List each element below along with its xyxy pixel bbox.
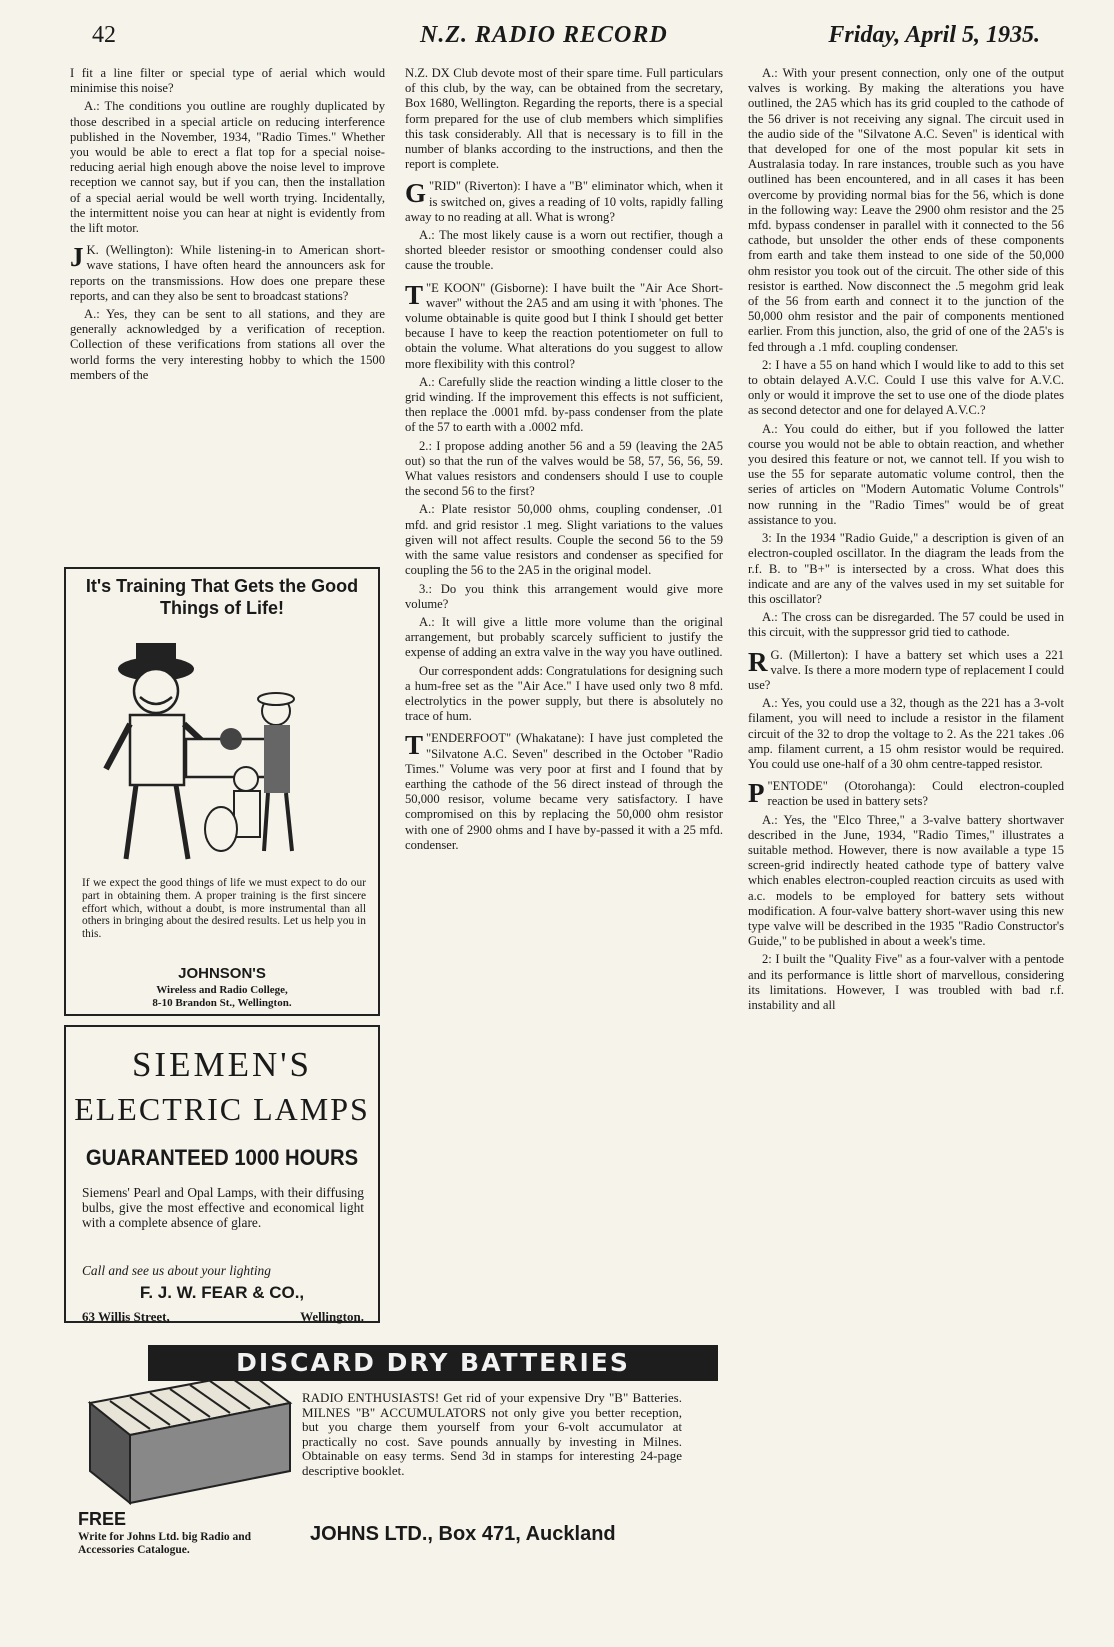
page-header xyxy=(60,20,1040,54)
reader-question: T "E KOON" (Gisborne): I have built the "Air Ace Short-waver" without the 2A5 and am using it with 'phones. The volume obtainable is quite good but I think I should get better because I have to keep the reaction potentiometer on full to obtain the volume. What alterations do you suggest to allow more flexibility with this control? xyxy=(405,279,723,371)
reader-question: P "ENTODE" (Otorohanga): Could electron-coupled reaction be used in battery sets? xyxy=(748,778,1064,809)
ad-body-text: RADIO ENTHUSIASTS! Get rid of your expensive Dry "B" Batteries. MILNES "B" ACCUMULATORS not only give you better reception, but you charge them yourself from your 6-volt accumulator at practically no cost. Save pounds annually by investing in Milnes. Obtainable on easy terms. Send 3d in stamps for interesting 24-page descriptive booklet. xyxy=(302,1390,682,1478)
reader-question: G "RID" (Riverton): I have a "B" eliminator which, when it is switched on, gives a reading of 10 volts, rapidly falling away to no reading at all. What is wrong? xyxy=(405,178,723,224)
ad-company: JOHNS LTD., Box 471, Auckland xyxy=(310,1523,616,1545)
ad-brand: SIEMEN'S xyxy=(131,1045,313,1084)
publication-title: N.Z. RADIO RECORD xyxy=(420,22,668,48)
drop-cap: G xyxy=(405,178,427,209)
column-1 xyxy=(70,66,385,386)
ad-headline: It's Training That Gets the Good Things of Life! xyxy=(85,576,359,618)
reader-question: 2.: I propose adding another 56 and a 59 (leaving the 2A5 out) so that the run of the valves would be 58, 57, 56, 56, 59. What values resistors and condensers should I use to couple the second 56 to the first? xyxy=(405,438,723,499)
issue-date: Friday, April 5, 1935. xyxy=(828,22,1040,48)
answer-paragraph: A.: With your present connection, only one of the output valves is working. By making the alterations you have outlined, the 2A5 which has its grid coupled to the cathode of the 56 driver is not receiving any signal. The circuit used in the audio side of the "Silvatone A.C. Seven" is identical with that developed for one of the most popular kit sets in Australasia today. In rare instances, trouble such as you have outlined has been encountered, and in all cases it has been overcome by providing normal bias for the 56, which is done in the following way: Leave the 2900 ohm resistor and the 25 mfd. bypass condenser in parallel with it connected to the 56 cathode, but unsolder the other ends of these components from earth and take them instead to one side of the 50,000 ohm resistor you took out of the circuit. The other side of this resistor is earthed. Now disconnect the .5 megohm grid leak of the 56 from earth and connect it to the junction of the 50,000 ohm resistor and the pair of components mentioned earlier. From this junction, also, the grid of one of the 2A5's is fed through a .1 mfd. coupling condenser. xyxy=(748,66,1064,354)
column-2 xyxy=(405,66,723,856)
reader-question: T "ENDERFOOT" (Whakatane): I have just completed the "Silvatone A.C. Seven" described in the October "Radio Times." Volume was very poor at first and I found that by earthing the cathode of the 56 direct instead of through the 50,000 resisor, volume became very satisfactory. I have compromised on this by replacing the 50,000 ohm resistor with one of 2900 ohms and I have by-passed it with a 25 mfd. condenser. xyxy=(405,730,723,852)
drop-cap: R xyxy=(748,646,768,677)
ad-body-text: Siemens' Pearl and Opal Lamps, with their diffusing bulbs, give the most effective and economical light with a complete absence of glare. xyxy=(82,1185,364,1231)
reader-question: 3: In the 1934 "Radio Guide," a description is given of an electron-coupled oscillator. In the diagram the leads from the r.f. B. to "B+" is intersected by a cross. What does this indicate and are any of the valves used in my set suitable for this oscillator? xyxy=(748,531,1064,606)
ad-guarantee: GUARANTEED 1000 HOURS xyxy=(85,1145,359,1170)
johns-batteries-ad xyxy=(64,1343,686,1633)
answer-paragraph: A.: Yes, they can be sent to all stations, and they are generally acknowledged by a verification of reception. Collection of these verifications from stations all over the world forms the very interesting hobby to which the 1500 members of the xyxy=(70,307,385,382)
reader-question: J K. (Wellington): While listening-in to American short-wave stations, I have often heard the announcers ask for reports on the transmissions. How does one prepare these reports, and can they also be sent to broadcast stations? xyxy=(70,242,385,303)
ad-banner: DISCARD DRY BATTERIES xyxy=(148,1345,718,1381)
drop-cap: P xyxy=(748,778,765,809)
ad-company: F. J. W. FEAR & CO., xyxy=(139,1283,305,1302)
answer-paragraph: A.: Carefully slide the reaction winding a little closer to the grid winding. If the improvement this effects is not sufficient, then replace the .0001 mfd. by-pass condenser from the plate of the 57 to earth with a .0002 mfd. xyxy=(405,374,723,435)
siemens-lamps-ad: SIEMEN'S ELECTRIC LAMPS GUARANTEED 1000 HOURS Siemens' Pearl and Opal Lamps, with their diffusing bulbs, give the most effective and economical light with a complete absence of glare. Call and see us about your lighting F. J. W. FEAR & CO., 63 Willis Street, Wellington. xyxy=(64,1025,380,1323)
ad-body-text: If we expect the good things of life we must expect to do our part in obtaining them. A proper training is the first sincere effort which, without a doubt, is more instrumental than all others in bringing about the desired results. Let us help you in this. xyxy=(82,877,366,941)
article-paragraph: Our correspondent adds: Congratulations for designing such a hum-free set as the "Air Ace." I have used only two 8 mfd. electrolytics in the power supply, but there is absolutely no trace of hum. xyxy=(405,663,723,724)
drop-cap: J xyxy=(70,242,84,273)
answer-paragraph: A.: Plate resistor 50,000 ohms, coupling condenser, .01 mfd. and grid resistor .1 meg. Slight variations to the values given will not affect results. Couple the second 56 to the 59 with the same value resistors and condenser as specified for coupling the 56 to the 2A5 in the original model. xyxy=(405,502,723,578)
reader-question: 2: I have a 55 on hand which I would like to add to this set to obtain delayed A.V.C. Could I use this valve for A.V.C. only or would it improve the set to use one of the diode plates as second detector and one for delayed A.V.C.? xyxy=(748,357,1064,418)
reader-question: R G. (Millerton): I have a battery set which uses a 221 valve. Is there a more modern type of replacement I could use? xyxy=(748,646,1064,692)
answer-paragraph: A.: Yes, you could use a 32, though as the 221 has a 3-volt filament, you will need to include a resistor in the filament circuit of the 32 to drop the voltage to 2. As the 221 takes .06 amp. filament current, a 15 ohm resistor would be required. You could use one-half of a 30 ohm centre-tapped resistor. xyxy=(748,696,1064,771)
page-number: 42 xyxy=(92,22,116,48)
drop-cap: T xyxy=(405,730,424,761)
column-3 xyxy=(748,66,1064,1366)
ad-company: JOHNSON'S xyxy=(178,965,266,982)
ad-free-label: FREE xyxy=(78,1509,127,1529)
answer-paragraph: A.: The cross can be disregarded. The 57 could be used in this circuit, with the suppressor grid tied to cathode. xyxy=(748,610,1064,640)
article-paragraph: A.: The conditions you outline are roughly duplicated by those described in a special article on reducing interference published in the November, 1934, "Radio Times." Whether you would be able to erect a flat top for a special noise-reducing aerial high enough above the noise level to improve reception we cannot say, but if you can, then the installation of a special aerial would be well worth trying. Incidentally, the intermittent noise you can hear at night is evidently from the lift motor. xyxy=(70,99,385,236)
ad-address: Wireless and Radio College, 8-10 Brandon St., Wellington. xyxy=(152,984,292,1009)
answer-paragraph: A.: The most likely cause is a worn out rectifier, though a shorted bleeder resistor or smoothing condenser could also cause the trouble. xyxy=(405,228,723,273)
article-paragraph: I fit a line filter or special type of aerial which would minimise this noise? xyxy=(70,66,385,96)
ad-fine-print: Write for Johns Ltd. big Radio and Accessories Catalogue. xyxy=(78,1531,252,1556)
answer-paragraph: A.: You could do either, but if you followed the latter course you would not be able to obtain reaction, and whether you desired this feature or not, we cannot tell. If you wish to use the 55 for separate automatic volume control, then the series of articles on "Modern Automatic Volume Controls" now running in the "Radio Times" would be of great assistance to you. xyxy=(748,421,1064,527)
cartoon-illustration xyxy=(96,629,346,869)
answer-paragraph: A.: It will give a little more volume than the original arrangement, but probably scarcely sufficient to justify the expense of adding an extra valve in the way you have outlined. xyxy=(405,614,723,660)
ad-call-to-action: Call and see us about your lighting xyxy=(82,1263,271,1278)
reader-question: 2: I built the "Quality Five" as a four-valver with a pentode and its performance is little short of marvellous, considering its limitations. However, I was troubled with bad r.f. instability and all xyxy=(748,952,1064,1012)
article-paragraph: N.Z. DX Club devote most of their spare time. Full particulars of this club, by the way, can be obtained from the secretary, Box 1680, Wellington. Regarding the reports, there is a special form prepared for the use of club members which simplifies this task considerably. All that is necessary is to fill in the number of blanks according to the instructions, and then the report is complete. xyxy=(405,66,723,172)
answer-paragraph: A.: Yes, the "Elco Three," a 3-valve battery shortwaver described in the June, 1934, "Radio Times," illustrates a suitable method. However, there is now available a type 15 screen-grid indirectly heated cathode type of battery valve which enables electron-coupled reaction circuits as used with a.c. models to be employed for battery sets without modification. A four-valve battery short-waver using this new type valve will be described in the 1935 "Radio Constructor's Guide," to be published in about a week's time. xyxy=(748,812,1064,949)
drop-cap: T xyxy=(405,279,424,310)
ad-product: ELECTRIC LAMPS xyxy=(74,1091,370,1127)
johnsons-college-ad xyxy=(64,567,380,1016)
reader-question: 3.: Do you think this arrangement would give more volume? xyxy=(405,581,723,611)
